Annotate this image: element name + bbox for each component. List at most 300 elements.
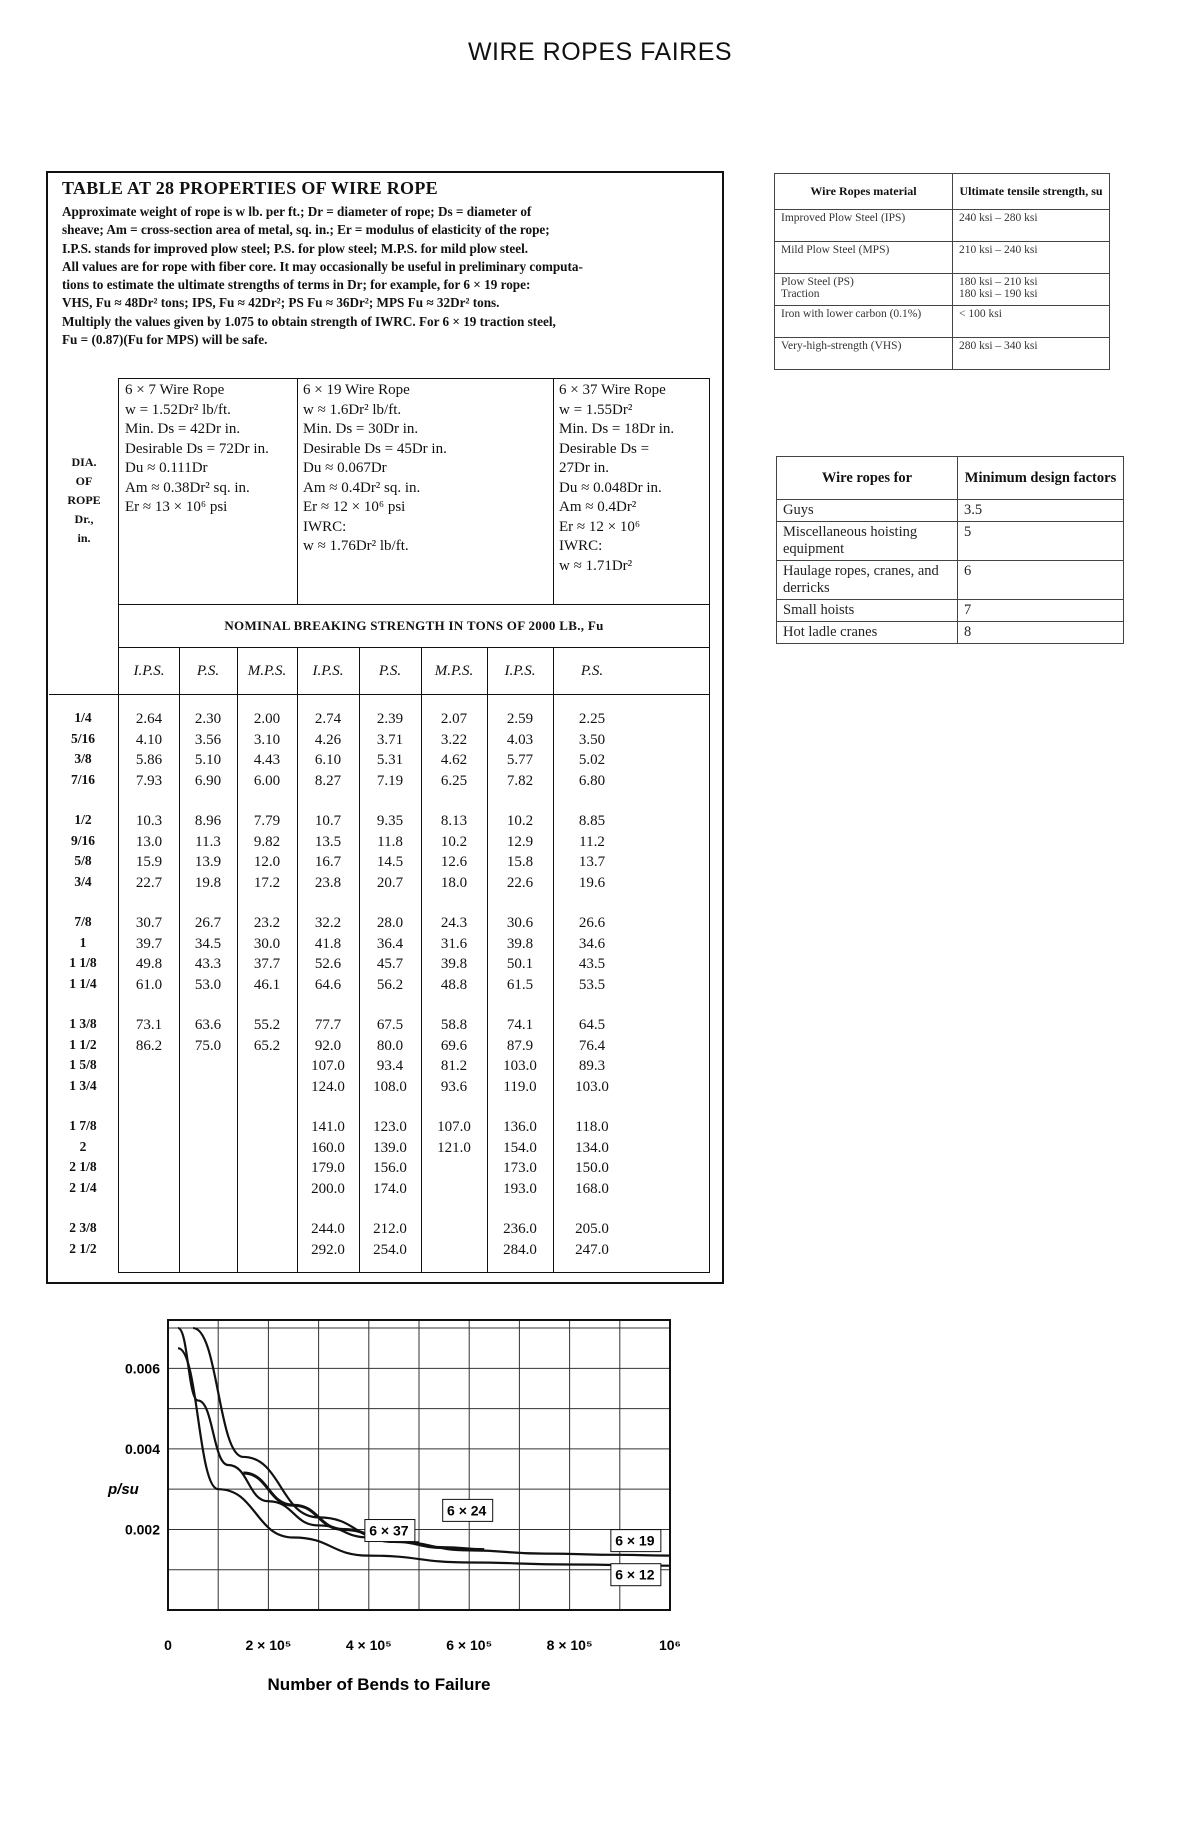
breaking-strength-value: 80.0 — [376, 1037, 404, 1054]
table-cell — [958, 622, 1124, 644]
rope-spec-line: Du ≈ 0.067Dr — [303, 460, 387, 476]
breaking-strength-value: 284.0 — [503, 1241, 537, 1258]
breaking-strength-value: 9.35 — [376, 813, 404, 829]
breaking-strength-value — [237, 1158, 297, 1178]
grade-header: P.S. — [580, 663, 604, 679]
breaking-strength-value: 49.8 — [135, 956, 163, 972]
cell-line: 240 ksi – 280 ksi — [959, 212, 1038, 224]
breaking-strength-value: 24.3 — [440, 915, 468, 931]
rope-diameter: 2 1/4 — [69, 1179, 97, 1195]
breaking-strength-value: 3.10 — [253, 731, 281, 748]
breaking-strength-value: 7.19 — [376, 772, 404, 789]
breaking-strength-value: 74.1 — [506, 1017, 534, 1033]
breaking-strength-value — [179, 1219, 237, 1239]
breaking-strength-value — [179, 1179, 237, 1199]
breaking-strength-value: 5.31 — [376, 752, 404, 768]
breaking-strength-value: 9.82 — [253, 833, 281, 850]
table-title: TABLE AT 28 PROPERTIES OF WIRE ROPE — [62, 178, 438, 198]
breaking-strength-value: 75.0 — [194, 1037, 222, 1054]
cell-line: 7 — [964, 602, 972, 618]
rope-spec-line: Am ≈ 0.38Dr² sq. in. — [125, 479, 250, 496]
breaking-strength-value: 76.4 — [578, 1037, 606, 1054]
row-divider — [119, 604, 709, 605]
rope-diameter: 1 7/8 — [69, 1118, 97, 1133]
rope-diameter: 1/4 — [74, 710, 92, 725]
cell-line: Miscellaneous hoisting equipment — [783, 524, 918, 557]
rope-diameter: 7/16 — [70, 771, 95, 787]
nominal-strength-label: NOMINAL BREAKING STRENGTH IN TONS OF 2000 LB., Fu — [224, 618, 604, 633]
description-line: VHS, Fu ≈ 48Dr² tons; IPS, Fu ≈ 42Dr²; PS Fu ≈ 36Dr²; MPS Fu ≈ 32Dr² tons. — [62, 295, 500, 311]
rope-diameter: 1 1/4 — [69, 975, 97, 991]
breaking-strength-value — [119, 1179, 179, 1199]
breaking-strength-value — [179, 1158, 237, 1178]
breaking-strength-value: 23.2 — [253, 915, 281, 931]
breaking-strength-value: 236.0 — [503, 1221, 537, 1237]
breaking-strength-value: 179.0 — [311, 1160, 345, 1176]
breaking-strength-value: 14.5 — [376, 854, 404, 870]
breaking-strength-value: 118.0 — [575, 1119, 609, 1135]
breaking-strength-value: 45.7 — [376, 956, 404, 972]
breaking-strength-value: 63.6 — [194, 1017, 222, 1033]
breaking-strength-value: 247.0 — [575, 1241, 609, 1258]
table-cell — [777, 500, 958, 522]
breaking-strength-value — [237, 1179, 297, 1199]
cell-line: 8 — [964, 624, 972, 640]
table-row — [777, 522, 1124, 561]
table-cell — [775, 306, 953, 338]
table-cell — [958, 600, 1124, 622]
rope-diameter: 2 — [79, 1138, 87, 1154]
breaking-strength-value: 86.2 — [135, 1037, 163, 1054]
table-cell — [775, 210, 953, 242]
breaking-strength-value — [119, 1056, 179, 1076]
rope-spec-1 — [119, 379, 297, 604]
column-header: Wire ropes for — [777, 457, 958, 500]
table-cell — [958, 522, 1124, 561]
table-cell — [775, 274, 953, 306]
breaking-strength-value: 212.0 — [373, 1221, 407, 1237]
grade-header: M.P.S. — [247, 663, 287, 679]
table-row — [775, 306, 1110, 338]
table-grid — [118, 378, 710, 1273]
breaking-strength-value: 6.00 — [253, 772, 281, 789]
rope-spec-line: 6 × 19 Wire Rope — [303, 382, 410, 398]
table-cell — [953, 274, 1110, 306]
breaking-strength-value: 11.3 — [195, 833, 221, 850]
breaking-strength-value: 77.7 — [314, 1017, 342, 1033]
breaking-strength-value — [421, 1219, 487, 1239]
table-row — [777, 600, 1124, 622]
breaking-strength-value: 5.86 — [135, 752, 163, 768]
rope-diameter: 2 3/8 — [69, 1220, 97, 1235]
wire-rope-properties-table — [46, 171, 724, 1284]
cell-line: 210 ksi – 240 ksi — [959, 244, 1038, 256]
breaking-strength-value: 205.0 — [575, 1221, 609, 1237]
breaking-strength-value: 64.6 — [314, 976, 342, 993]
series-label: 6 × 12 — [615, 1566, 655, 1583]
breaking-strength-value: 2.00 — [253, 711, 281, 727]
breaking-strength-value — [119, 1158, 179, 1178]
breaking-strength-value: 81.2 — [440, 1058, 468, 1074]
breaking-strength-value: 23.8 — [314, 874, 342, 891]
breaking-strength-value: 5.02 — [578, 752, 606, 768]
breaking-strength-value: 150.0 — [575, 1160, 609, 1176]
breaking-strength-value: 11.2 — [579, 833, 605, 850]
breaking-strength-value: 15.8 — [506, 854, 534, 870]
rope-spec-line: Er ≈ 13 × 10⁶ psi — [125, 499, 228, 515]
breaking-strength-value: 93.6 — [440, 1078, 468, 1095]
tensile-strength-table — [774, 173, 1110, 370]
x-tick-label: 6 × 10⁵ — [446, 1637, 493, 1653]
cell-line: Guys — [783, 502, 814, 518]
column-header: Ultimate tensile strength, su — [953, 174, 1110, 210]
breaking-strength-value — [237, 1138, 297, 1158]
breaking-strength-value: 103.0 — [503, 1058, 537, 1074]
table-cell — [953, 306, 1110, 338]
column-divider — [553, 379, 554, 604]
rope-spec-line: Er ≈ 12 × 10⁶ psi — [303, 499, 406, 515]
breaking-strength-value: 48.8 — [440, 976, 468, 993]
table-row — [777, 500, 1124, 522]
breaking-strength-value: 34.5 — [194, 935, 222, 952]
breaking-strength-value: 58.8 — [440, 1017, 468, 1033]
breaking-strength-value: 10.2 — [440, 833, 468, 850]
breaking-strength-value: 41.8 — [314, 935, 342, 952]
series-label: 6 × 37 — [369, 1522, 409, 1539]
breaking-strength-value: 12.0 — [253, 854, 281, 870]
cell-line: Small hoists — [783, 602, 855, 618]
diameter-label-line: DIA. — [71, 455, 97, 469]
breaking-strength-value: 3.56 — [194, 731, 222, 748]
breaking-strength-value: 10.7 — [314, 813, 342, 829]
cell-line: Traction — [781, 288, 820, 300]
rope-spec-line: Min. Ds = 42Dr in. — [125, 421, 241, 437]
breaking-strength-value: 107.0 — [437, 1119, 471, 1135]
rope-diameter: 1 — [79, 934, 87, 950]
grade-header: I.P.S. — [504, 663, 536, 679]
breaking-strength-value — [179, 1138, 237, 1158]
breaking-strength-value: 4.26 — [314, 731, 342, 748]
breaking-strength-value — [119, 1077, 179, 1097]
breaking-strength-value: 39.7 — [135, 935, 163, 952]
breaking-strength-value: 69.6 — [440, 1037, 468, 1054]
rope-spec-line: w ≈ 1.6Dr² lb/ft. — [303, 401, 402, 418]
breaking-strength-value: 108.0 — [373, 1078, 407, 1095]
grade-header: M.P.S. — [434, 663, 474, 679]
breaking-strength-value: 3.71 — [376, 731, 404, 748]
x-tick-label: 8 × 10⁵ — [546, 1637, 593, 1653]
rope-spec-line: IWRC: — [559, 538, 603, 554]
x-axis-label: Number of Bends to Failure — [267, 1675, 491, 1694]
breaking-strength-value: 30.7 — [135, 915, 163, 931]
breaking-strength-value: 6.90 — [194, 772, 222, 789]
breaking-strength-value: 61.0 — [135, 976, 163, 993]
breaking-strength-value: 46.1 — [253, 976, 281, 993]
breaking-strength-value: 4.62 — [440, 752, 468, 768]
cell-line: Mild Plow Steel (MPS) — [781, 244, 890, 256]
rope-diameter: 5/16 — [70, 730, 95, 746]
breaking-strength-value: 193.0 — [503, 1180, 537, 1197]
breaking-strength-value: 53.5 — [578, 976, 606, 993]
breaking-strength-value: 87.9 — [506, 1037, 534, 1054]
table-row — [775, 338, 1110, 370]
breaking-strength-value: 22.6 — [506, 874, 534, 891]
breaking-strength-value: 26.7 — [194, 915, 222, 931]
rope-diameter: 1 1/2 — [69, 1036, 97, 1052]
breaking-strength-value: 200.0 — [311, 1180, 345, 1197]
cell-line: 180 ksi – 190 ksi — [959, 288, 1038, 300]
rope-diameter: 1 3/4 — [69, 1077, 97, 1093]
breaking-strength-value: 168.0 — [575, 1180, 609, 1197]
grade-header: I.P.S. — [133, 663, 165, 679]
breaking-strength-value: 12.9 — [506, 833, 534, 850]
rope-spec-line: w = 1.52Dr² lb/ft. — [125, 401, 231, 418]
breaking-strength-value: 2.64 — [135, 711, 163, 727]
rope-diameter: 9/16 — [70, 832, 95, 848]
breaking-strength-value: 156.0 — [373, 1160, 407, 1176]
breaking-strength-value: 2.39 — [376, 711, 404, 727]
table-cell — [953, 242, 1110, 274]
table-cell — [953, 210, 1110, 242]
table-description — [62, 203, 712, 349]
breaking-strength-value: 2.74 — [314, 711, 342, 727]
breaking-strength-value: 26.6 — [578, 915, 606, 931]
breaking-strength-value: 3.22 — [440, 731, 468, 748]
cell-line: Very-high-strength (VHS) — [781, 340, 902, 352]
rope-spec-line: Er ≈ 12 × 10⁶ — [559, 518, 641, 535]
diameter-label-line: OF — [75, 474, 93, 488]
table-row — [777, 561, 1124, 600]
rope-spec-line: Du ≈ 0.111Dr — [125, 460, 208, 476]
table-row — [775, 242, 1110, 274]
rope-spec-line: Am ≈ 0.4Dr² — [559, 499, 637, 515]
diameter-column-label — [50, 453, 118, 548]
breaking-strength-value: 8.96 — [194, 813, 222, 829]
breaking-strength-value: 61.5 — [506, 976, 534, 993]
breaking-strength-value — [421, 1179, 487, 1199]
breaking-strength-value: 107.0 — [311, 1058, 345, 1074]
description-line: Approximate weight of rope is w lb. per ft.; Dr = diameter of rope; Ds = diameter of — [62, 204, 532, 219]
rope-spec-line: 6 × 37 Wire Rope — [559, 382, 666, 398]
cell-line: Iron with lower carbon (0.1%) — [781, 308, 922, 320]
breaking-strength-value: 19.8 — [194, 874, 222, 891]
breaking-strength-value: 121.0 — [437, 1139, 471, 1156]
breaking-strength-value: 173.0 — [503, 1160, 537, 1176]
rope-spec-3 — [553, 379, 713, 604]
breaking-strength-value: 55.2 — [253, 1017, 281, 1033]
table-cell — [958, 500, 1124, 522]
cell-line: Plow Steel (PS) — [781, 276, 854, 288]
breaking-strength-value: 141.0 — [311, 1119, 345, 1135]
cell-line: 280 ksi – 340 ksi — [959, 340, 1038, 352]
rope-spec-line: w ≈ 1.76Dr² lb/ft. — [303, 538, 409, 554]
breaking-strength-value: 5.10 — [194, 752, 222, 768]
breaking-strength-value: 160.0 — [311, 1139, 345, 1156]
rope-diameter: 7/8 — [74, 914, 92, 929]
rope-spec-line: Desirable Ds = — [559, 440, 650, 457]
rope-diameter: 1 1/8 — [69, 955, 97, 970]
x-tick-label: 0 — [164, 1637, 172, 1653]
breaking-strength-value — [179, 1056, 237, 1076]
breaking-strength-value: 8.85 — [578, 813, 606, 829]
rope-diameter: 5/8 — [74, 853, 92, 868]
y-tick-label: 0.006 — [124, 1360, 160, 1377]
breaking-strength-value: 3.50 — [578, 731, 606, 748]
x-tick-label: 4 × 10⁵ — [345, 1637, 392, 1653]
breaking-strength-value: 13.7 — [578, 854, 606, 870]
breaking-strength-value — [237, 1240, 297, 1260]
header-row — [775, 174, 1110, 210]
breaking-strength-value: 18.0 — [440, 874, 468, 891]
breaking-strength-value: 56.2 — [376, 976, 404, 993]
breaking-strength-value: 36.4 — [376, 935, 404, 952]
column-header: Wire Ropes material — [775, 174, 953, 210]
table-row — [775, 210, 1110, 242]
breaking-strength-value: 7.82 — [506, 772, 534, 789]
description-line: I.P.S. stands for improved plow steel; P.S. for plow steel; M.P.S. for mild plow steel. — [62, 240, 529, 256]
column-divider — [297, 379, 298, 604]
y-axis-label: p/su — [108, 1481, 139, 1499]
cell-line: 3.5 — [964, 502, 983, 518]
breaking-strength-value — [179, 1077, 237, 1097]
breaking-strength-value: 52.6 — [314, 956, 342, 972]
breaking-strength-value — [119, 1219, 179, 1239]
rope-spec-line: Am ≈ 0.4Dr² sq. in. — [303, 479, 421, 496]
breaking-strength-value: 6.25 — [440, 772, 468, 789]
rope-spec-line: Desirable Ds = 72Dr in. — [125, 440, 269, 457]
table-row — [775, 274, 1110, 306]
row-divider — [119, 647, 709, 648]
table-cell — [777, 522, 958, 561]
breaking-strength-value: 39.8 — [440, 956, 468, 972]
breaking-strength-value: 89.3 — [578, 1058, 606, 1074]
breaking-strength-value: 7.93 — [135, 772, 163, 789]
breaking-strength-value — [237, 1077, 297, 1097]
breaking-strength-value: 2.25 — [578, 711, 606, 727]
cell-line: 6 — [964, 563, 972, 579]
breaking-strength-value: 64.5 — [578, 1017, 606, 1033]
series-line — [193, 1328, 670, 1556]
breaking-strength-value: 134.0 — [575, 1139, 609, 1156]
breaking-strength-value: 2.59 — [506, 711, 534, 727]
breaking-strength-value: 5.77 — [506, 752, 534, 768]
breaking-strength-value: 32.2 — [314, 915, 342, 931]
rope-spec-line: 6 × 7 Wire Rope — [125, 382, 225, 398]
breaking-strength-value: 16.7 — [314, 854, 342, 870]
grade-header: P.S. — [196, 663, 220, 679]
description-line: All values are for rope with fiber core. It may occasionally be useful in preliminary computa- — [62, 258, 583, 274]
rope-diameter: 1 3/8 — [69, 1016, 97, 1031]
breaking-strength-value: 292.0 — [311, 1241, 345, 1258]
x-tick-label: 2 × 10⁵ — [245, 1637, 292, 1653]
breaking-strength-value: 6.10 — [314, 752, 342, 768]
breaking-strength-value — [119, 1138, 179, 1158]
breaking-strength-value: 4.10 — [135, 731, 163, 748]
breaking-strength-value: 10.2 — [506, 813, 534, 829]
column-header: Minimum design factors — [958, 457, 1124, 500]
breaking-strength-value: 28.0 — [376, 915, 404, 931]
breaking-strength-value — [421, 1158, 487, 1178]
rope-diameter: 3/8 — [74, 751, 92, 766]
table-cell — [953, 338, 1110, 370]
breaking-strength-value: 73.1 — [135, 1017, 163, 1033]
breaking-strength-value: 4.43 — [253, 752, 281, 768]
breaking-strength-value: 254.0 — [373, 1241, 407, 1258]
breaking-strength-value: 11.8 — [377, 833, 403, 850]
breaking-strength-value: 22.7 — [135, 874, 163, 891]
diameter-label-line: Dr., — [74, 512, 94, 526]
rope-diameter: 1/2 — [74, 812, 92, 827]
rope-spec-2 — [297, 379, 553, 604]
rope-spec-line: w = 1.55Dr² — [559, 401, 633, 418]
breaking-strength-value: 123.0 — [373, 1119, 407, 1135]
breaking-strength-value: 13.5 — [314, 833, 342, 850]
breaking-strength-value: 7.79 — [253, 813, 281, 829]
breaking-strength-value: 244.0 — [311, 1221, 345, 1237]
page-title: WIRE ROPES FAIRES — [467, 38, 733, 66]
series-label: 6 × 24 — [447, 1502, 487, 1519]
breaking-strength-value — [237, 1056, 297, 1076]
description-line: Multiply the values given by 1.075 to obtain strength of IWRC. For 6 × 19 traction steel, — [62, 313, 556, 329]
design-factor-table — [776, 456, 1124, 644]
breaking-strength-value: 15.9 — [135, 854, 163, 870]
rope-spec-line: Min. Ds = 18Dr in. — [559, 421, 675, 437]
description-line: Fu = (0.87)(Fu for MPS) will be safe. — [62, 332, 268, 348]
rope-spec-line: IWRC: — [303, 518, 347, 535]
header-row — [777, 457, 1124, 500]
cell-line: Haulage ropes, cranes, and derricks — [783, 563, 939, 596]
breaking-strength-value: 174.0 — [373, 1180, 407, 1197]
breaking-strength-value: 12.6 — [440, 854, 468, 870]
breaking-strength-value: 39.8 — [506, 935, 534, 952]
rope-spec-line: 27Dr in. — [559, 460, 609, 476]
breaking-strength-value: 103.0 — [575, 1078, 609, 1095]
breaking-strength-value — [119, 1240, 179, 1260]
breaking-strength-value: 50.1 — [506, 956, 534, 972]
description-line: sheave; Am = cross-section area of metal, sq. in.; Er = modulus of elasticity of the rope; — [62, 222, 550, 238]
breaking-strength-value: 30.0 — [253, 935, 281, 952]
breaking-strength-value: 8.27 — [314, 772, 342, 789]
row-divider — [49, 694, 709, 695]
breaking-strength-value: 43.5 — [578, 956, 606, 972]
breaking-strength-value: 139.0 — [373, 1139, 407, 1156]
table-row — [777, 622, 1124, 644]
breaking-strength-value — [119, 1117, 179, 1137]
breaking-strength-value: 17.2 — [253, 874, 281, 891]
breaking-strength-value: 119.0 — [503, 1078, 537, 1095]
table-cell — [777, 600, 958, 622]
description-line: tions to estimate the ultimate strengths of terms in Dr; for example, for 6 × 19 rope: — [62, 277, 531, 293]
breaking-strength-value: 4.03 — [506, 731, 534, 748]
diameter-label-line: ROPE — [67, 493, 101, 507]
breaking-strength-value: 20.7 — [376, 874, 404, 891]
breaking-strength-value: 19.6 — [578, 874, 606, 891]
cell-line: < 100 ksi — [959, 308, 1002, 320]
breaking-strength-value — [421, 1240, 487, 1260]
table-cell — [777, 561, 958, 600]
breaking-strength-value: 31.6 — [440, 935, 468, 952]
x-tick-label: 10⁶ — [658, 1637, 682, 1653]
breaking-strength-value: 43.3 — [194, 956, 222, 972]
table-cell — [777, 622, 958, 644]
rope-spec-line: Desirable Ds = 45Dr in. — [303, 440, 447, 457]
cell-line: 5 — [964, 524, 972, 540]
diameter-label-line: in. — [77, 531, 91, 545]
series-line — [178, 1348, 670, 1566]
cell-line: Improved Plow Steel (IPS) — [781, 212, 906, 224]
breaking-strength-value — [237, 1219, 297, 1239]
rope-spec-line: w ≈ 1.71Dr² — [559, 557, 633, 574]
